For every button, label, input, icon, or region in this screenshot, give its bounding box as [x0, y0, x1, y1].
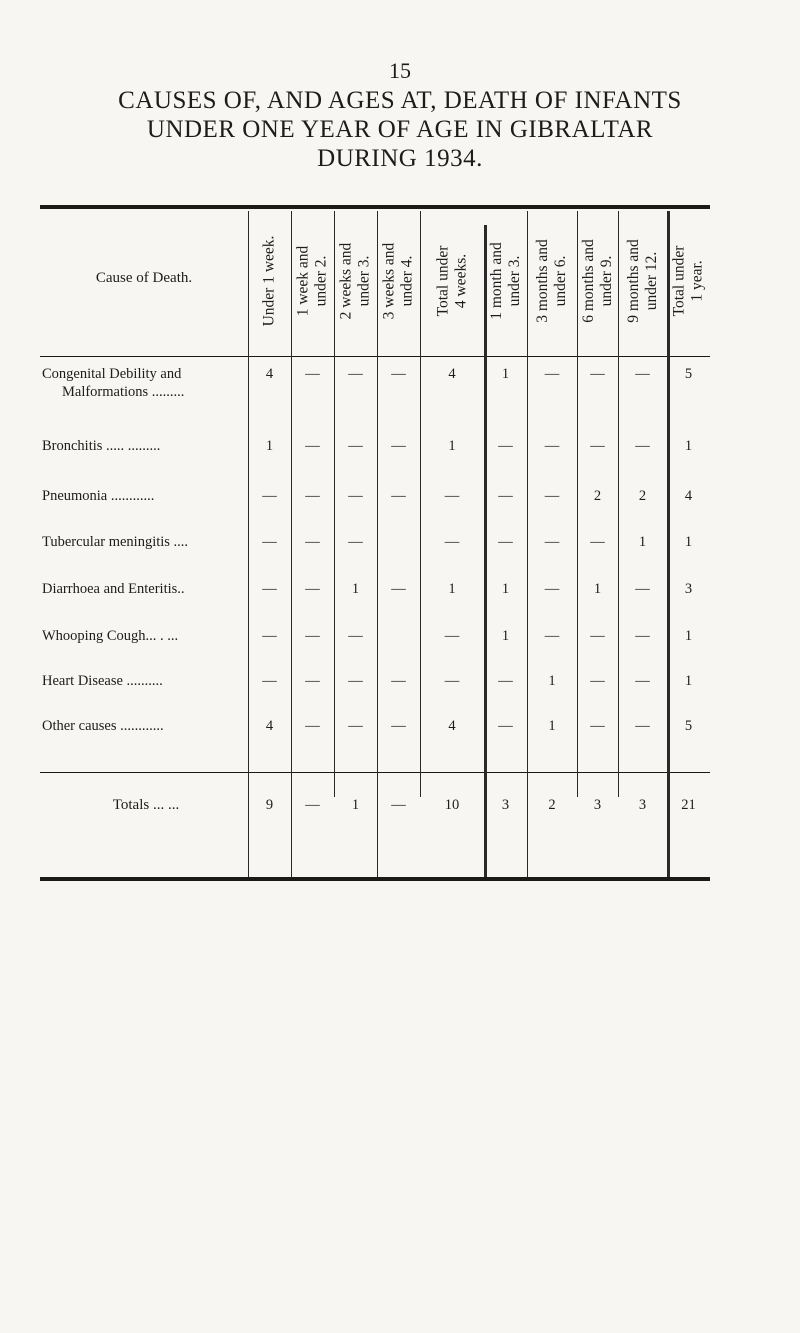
table-cell: — — [305, 797, 320, 813]
table-cell: — — [590, 718, 605, 734]
cause-label: Totals ... ... — [112, 797, 180, 813]
cause-label: Congenital Debility and — [42, 366, 182, 382]
table-cell: 1 — [593, 581, 602, 597]
table-cell: 4 — [448, 366, 456, 382]
table-cell: — — [498, 718, 513, 734]
cause-of-death — [42, 487, 250, 505]
column-header — [667, 211, 710, 351]
table-cell: — — [262, 628, 277, 644]
column-header-label: 1 week and under 2. — [294, 245, 330, 317]
column-header — [577, 211, 618, 351]
table-cell: 1 — [501, 366, 510, 382]
table-cell: — — [348, 628, 363, 644]
header-rule — [40, 356, 710, 357]
table-row — [40, 672, 710, 696]
table-cell: — — [348, 718, 363, 734]
table-cell: — — [590, 534, 605, 550]
table-cell: — — [262, 673, 277, 689]
table-cell: 4 — [448, 718, 456, 734]
table-cell: — — [391, 718, 406, 734]
table-cell: 2 — [593, 488, 602, 504]
table-cell: — — [635, 581, 650, 597]
cause-label: Whooping Cough... . ... — [42, 628, 179, 644]
cause-label: Bronchitis ..... ......... — [42, 438, 161, 454]
table-cell: 2 — [548, 797, 556, 813]
table-cell: — — [348, 438, 363, 454]
infant-deaths-table — [40, 205, 710, 881]
table-cell: — — [348, 673, 363, 689]
table-cell: — — [305, 718, 320, 734]
table-cell: — — [635, 718, 650, 734]
table-cell: 1 — [684, 534, 693, 550]
cause-of-death-header: Cause of Death. — [95, 270, 193, 286]
totals-rule — [40, 772, 710, 773]
table-cell: 3 — [684, 581, 693, 597]
table-cell: — — [635, 438, 650, 454]
column-header-label: 3 weeks and under 4. — [380, 242, 416, 320]
table-cell: — — [590, 438, 605, 454]
totals-row — [40, 796, 710, 820]
table-cell: 1 — [501, 581, 510, 597]
column-header-label: 2 weeks and under 3. — [337, 242, 373, 320]
table-cell: 1 — [684, 438, 693, 454]
table-cell: 1 — [548, 718, 556, 734]
table-cell: — — [391, 366, 406, 382]
column-header-label: 1 month and under 3. — [487, 242, 523, 320]
table-cell: 3 — [638, 797, 647, 813]
table-cell: — — [544, 581, 560, 597]
column-header-label: Total under 1 year. — [670, 245, 706, 317]
table-cell: 1 — [351, 581, 360, 597]
table-cell: 3 — [501, 797, 510, 813]
table-cell: — — [590, 673, 605, 689]
cause-of-death — [42, 533, 250, 551]
column-header — [618, 211, 667, 351]
table-bottom-rule — [40, 877, 710, 881]
cause-label: Pneumonia ............ — [42, 488, 155, 504]
table-cell: 1 — [265, 438, 274, 454]
table-cell: — — [305, 534, 320, 550]
table-cell: 21 — [681, 797, 696, 813]
table-cell: — — [635, 366, 650, 382]
table-cell: — — [262, 581, 277, 597]
table-row — [40, 580, 710, 604]
table-row — [40, 627, 710, 651]
column-header — [291, 211, 334, 351]
column-header — [377, 211, 420, 351]
table-row — [40, 437, 710, 461]
table-cell: — — [348, 488, 363, 504]
table-cell: — — [444, 628, 460, 644]
table-cell: — — [635, 628, 650, 644]
cause-of-death — [42, 365, 250, 401]
table-cell: — — [544, 438, 560, 454]
table-cell: 9 — [265, 797, 274, 813]
cause-label-continued: Malformations ......... — [62, 384, 185, 400]
table-cell: — — [348, 366, 363, 382]
table-cell: — — [544, 534, 560, 550]
table-cell: — — [635, 673, 650, 689]
totals-label — [42, 796, 250, 814]
table-cell: — — [391, 438, 406, 454]
table-cell: 1 — [638, 534, 647, 550]
table-top-rule — [40, 205, 710, 209]
table-cell: 4 — [265, 366, 274, 382]
column-header-label: 9 months and under 12. — [624, 239, 660, 323]
table-cell: 1 — [501, 628, 510, 644]
table-cell: — — [305, 438, 320, 454]
table-cell: 4 — [684, 488, 693, 504]
table-cell: — — [262, 534, 277, 550]
table-cell: — — [498, 673, 513, 689]
column-header-label: 6 months and under 9. — [579, 239, 615, 323]
table-row — [40, 533, 710, 557]
table-cell: — — [444, 534, 460, 550]
table-cell: — — [498, 488, 513, 504]
cause-label: Diarrhoea and Enteritis.. — [42, 581, 185, 597]
table-cell: 5 — [684, 718, 693, 734]
page-title — [0, 86, 800, 173]
table-cell: — — [391, 673, 406, 689]
table-cell: 1 — [548, 673, 556, 689]
table-cell: 2 — [638, 488, 647, 504]
cause-of-death — [42, 580, 250, 598]
table-cell: — — [305, 581, 320, 597]
cause-of-death — [42, 627, 250, 645]
column-header-label: Under 1 week. — [260, 235, 278, 327]
page-number: 15 — [389, 58, 411, 83]
table-row — [40, 365, 710, 400]
table-cell: — — [590, 366, 605, 382]
table-cell: — — [444, 673, 460, 689]
column-header — [248, 211, 291, 351]
table-cell: — — [498, 534, 513, 550]
table-cell: 1 — [448, 438, 456, 454]
table-cell: — — [391, 797, 406, 813]
cause-label: Heart Disease .......... — [42, 673, 163, 689]
column-header — [420, 211, 484, 351]
table-cell: — — [305, 488, 320, 504]
cause-label: Other causes ............ — [42, 718, 164, 734]
table-cell: 1 — [684, 673, 693, 689]
table-row — [40, 487, 710, 511]
cause-of-death — [42, 717, 250, 735]
table-cell: 1 — [351, 797, 360, 813]
column-header — [334, 211, 377, 351]
column-header-label: 3 months and under 6. — [534, 239, 569, 323]
table-cell: — — [348, 534, 363, 550]
table-cell: — — [544, 366, 560, 382]
table-cell: — — [544, 628, 560, 644]
table-cell: 1 — [684, 628, 693, 644]
table-cell: — — [544, 488, 560, 504]
cause-of-death — [42, 437, 250, 455]
table-cell: — — [498, 438, 513, 454]
column-header — [484, 211, 527, 351]
table-cell: — — [444, 488, 460, 504]
cause-of-death — [42, 672, 250, 690]
table-cell: — — [391, 488, 406, 504]
table-cell: — — [391, 581, 406, 597]
column-header — [527, 211, 577, 351]
table-cell: — — [590, 628, 605, 644]
table-cell: 3 — [593, 797, 602, 813]
table-cell: — — [262, 488, 277, 504]
title-line-3: DURING 1934. — [317, 145, 483, 172]
table-cell: — — [305, 366, 320, 382]
table-cell: 4 — [265, 718, 274, 734]
column-header-label: Total under 4 weeks. — [434, 245, 470, 317]
table-row — [40, 717, 710, 741]
table-cell: — — [305, 673, 320, 689]
table-cell: 5 — [684, 366, 693, 382]
table-cell: 1 — [448, 581, 456, 597]
title-line-1: CAUSES OF, AND AGES AT, DEATH OF INFANTS — [118, 87, 682, 114]
table-cell: — — [305, 628, 320, 644]
cause-label: Tubercular meningitis .... — [42, 534, 189, 550]
title-line-2: UNDER ONE YEAR OF AGE IN GIBRALTAR — [146, 116, 654, 143]
table-cell: 10 — [444, 797, 460, 813]
